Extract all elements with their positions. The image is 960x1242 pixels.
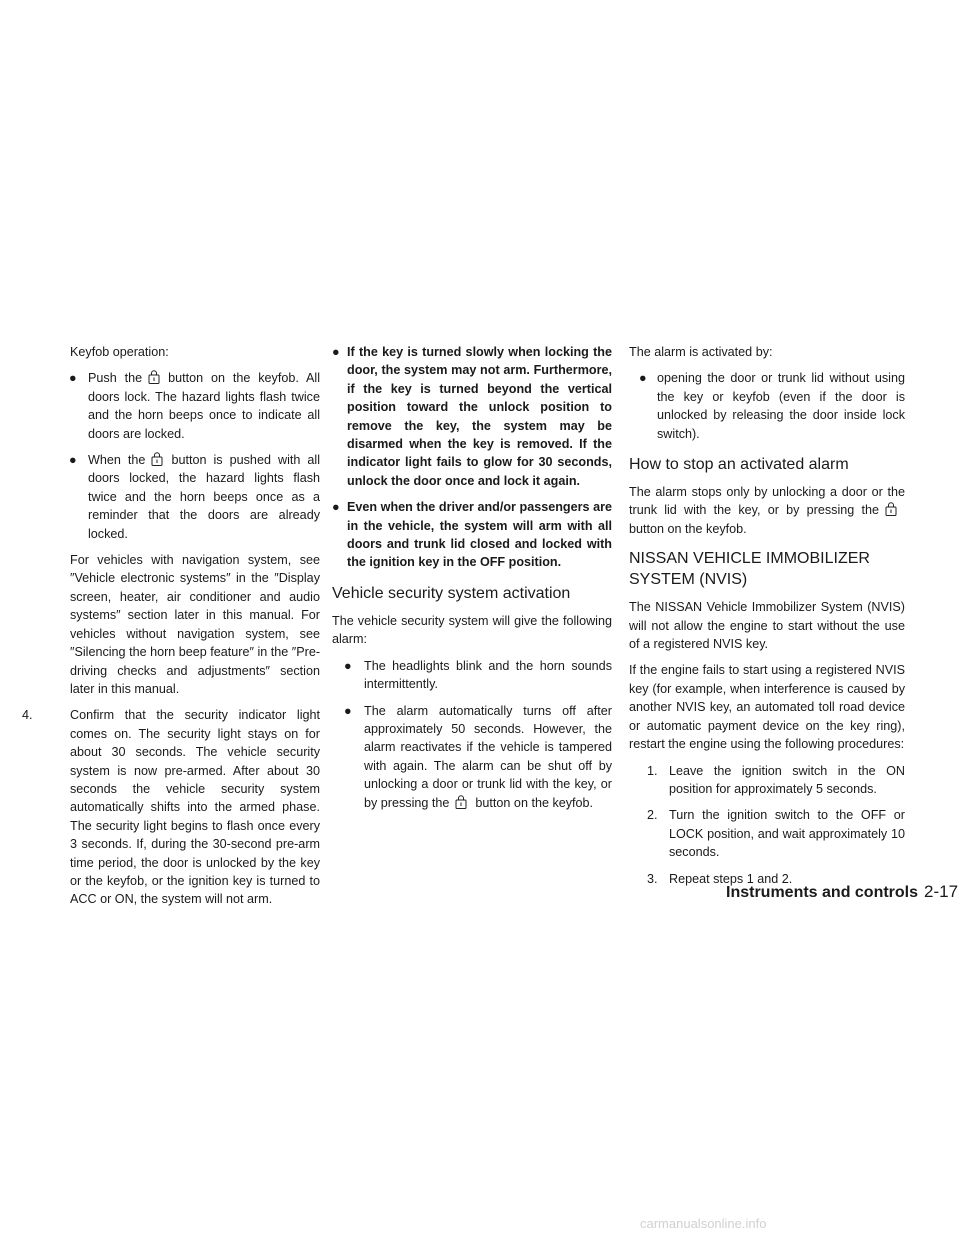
bullet-text-start: When the [88, 453, 146, 468]
step-number: 3. [647, 871, 658, 886]
step-text: Turn the ignition switch to the OFF or LOCK position, and wait approximately 10 seconds. [669, 808, 905, 860]
step-number: 4. [22, 708, 33, 723]
warning-text: Even when the driver and/or passengers are in the vehicle, the system will arm with all doors and trunk lid closed and locked with the ignition key in the OFF position. [347, 500, 612, 570]
lock-key-icon [455, 795, 467, 809]
bullet-mark: ● [332, 345, 340, 359]
column-2 [332, 343, 612, 820]
stop-text-start: The alarm stops only by unlocking a door or the trunk lid with the key, or by pressing the [629, 485, 905, 518]
watermark: carmanualsonline.info [640, 1216, 767, 1231]
keyfob-heading: Keyfob operation: [70, 345, 169, 359]
list-item [629, 369, 905, 443]
step-text: Repeat steps 1 and 2. [669, 871, 793, 886]
bullet-text-start: Push the [88, 371, 143, 386]
lock-key-icon [148, 370, 160, 384]
step-4 [22, 706, 320, 908]
bullet-text-end: button on the keyfob. All doors lock. The hazard lights flash twice and the horn beeps once to indicate all doors are locked. [88, 371, 320, 441]
bullet-text-end: button is pushed with all doors locked, the hazard lights flash twice and the horn beeps once as a reminder that the doors are already locked. [88, 453, 321, 541]
list-item [332, 702, 612, 812]
warning-text: If the key is turned slowly when locking the door, the system may not arm. Furthermore, if the key is turned beyond the vertical position toward the unlock position to remove the key, the system may be disarmed when the key is removed. If the indicator light fails to glow for 30 seconds, unlock the door once and lock it again. [347, 345, 612, 488]
section-heading-stop-alarm: How to stop an activated alarm [629, 456, 849, 474]
step-1 [629, 762, 905, 799]
activated-by-label: The alarm is activated by: [629, 345, 773, 359]
list-item [22, 369, 320, 443]
navigation-paragraph: For vehicles with navigation system, see ″Vehicle electronic systems″ in the ″Display screen, heater, air conditioner and audio systems″ section later in this manual. For vehicles without navigation system, see ″Silencing the horn beep feature″ in the ″Pre-driving checks and adjustments″ section later in this manual. [70, 553, 321, 696]
stop-text-end: button on the keyfob. [629, 521, 747, 536]
nvis-paragraph-1: The NISSAN Vehicle Immobilizer System (NVIS) will not allow the engine to start without the use of a registered NVIS key. [629, 600, 905, 652]
list-item [332, 657, 612, 694]
column-1 [22, 343, 320, 917]
step-text: Leave the ignition switch in the ON position for approximately 5 seconds. [669, 763, 905, 796]
bullet-mark: ● [69, 371, 77, 386]
list-item [22, 451, 320, 543]
bullet-mark: ● [344, 703, 352, 718]
bullet-text: opening the door or trunk lid without using the key or keyfob (even if the door is unlocked by releasing the door inside lock switch). [657, 371, 905, 441]
bullet-text: The headlights blink and the horn sounds intermittently. [364, 658, 612, 692]
bullet-mark: ● [69, 453, 77, 468]
page-footer [726, 881, 959, 904]
section-heading-activation: Vehicle security system activation [332, 584, 571, 602]
column-3 [629, 343, 905, 896]
activation-intro: The vehicle security system will give the following alarm: [332, 613, 612, 647]
stop-alarm-text [629, 483, 905, 538]
bullet-text-start: The alarm automatically turns off after approximately 50 seconds. However, the alarm reactivates if the vehicle is tampered with again. The alarm can be shut off by unlocking a door or trunk lid with the key, or by pressing the [364, 703, 612, 810]
bullet-text-end: button on the keyfob. [475, 795, 594, 810]
footer-section-title: Instruments and controls [726, 884, 919, 901]
warning-item [332, 343, 612, 490]
step-number: 2. [647, 808, 658, 823]
warning-item [332, 498, 612, 572]
section-heading-nvis: NISSAN VEHICLE IMMOBILIZER SYSTEM (NVIS) [629, 550, 870, 589]
nvis-paragraph-2: If the engine fails to start using a registered NVIS key (for example, when interference is caused by another NVIS key, an automated toll road device or automatic payment device on the key ring), restart the engine using the following procedures: [629, 663, 905, 752]
bullet-mark: ● [639, 371, 647, 386]
bullet-mark: ● [332, 500, 340, 515]
lock-key-icon [151, 452, 163, 466]
lock-key-icon [885, 502, 897, 516]
step-text: Confirm that the security indicator light comes on. The security light stays on for about 30 seconds. The vehicle security system is now pre-armed. After about 30 seconds the vehicle security system automatically shifts into the armed phase. The security light begins to flash once every 3 seconds. If, during the 30-second pre-arm time period, the door is unlocked by the key or the keyfob, or the ignition key is turned to ACC or ON, the system will not arm. [70, 708, 320, 907]
bullet-mark: ● [344, 658, 352, 673]
step-number: 1. [647, 763, 658, 778]
page-number: 2-17 [924, 882, 959, 901]
step-2 [629, 806, 905, 861]
